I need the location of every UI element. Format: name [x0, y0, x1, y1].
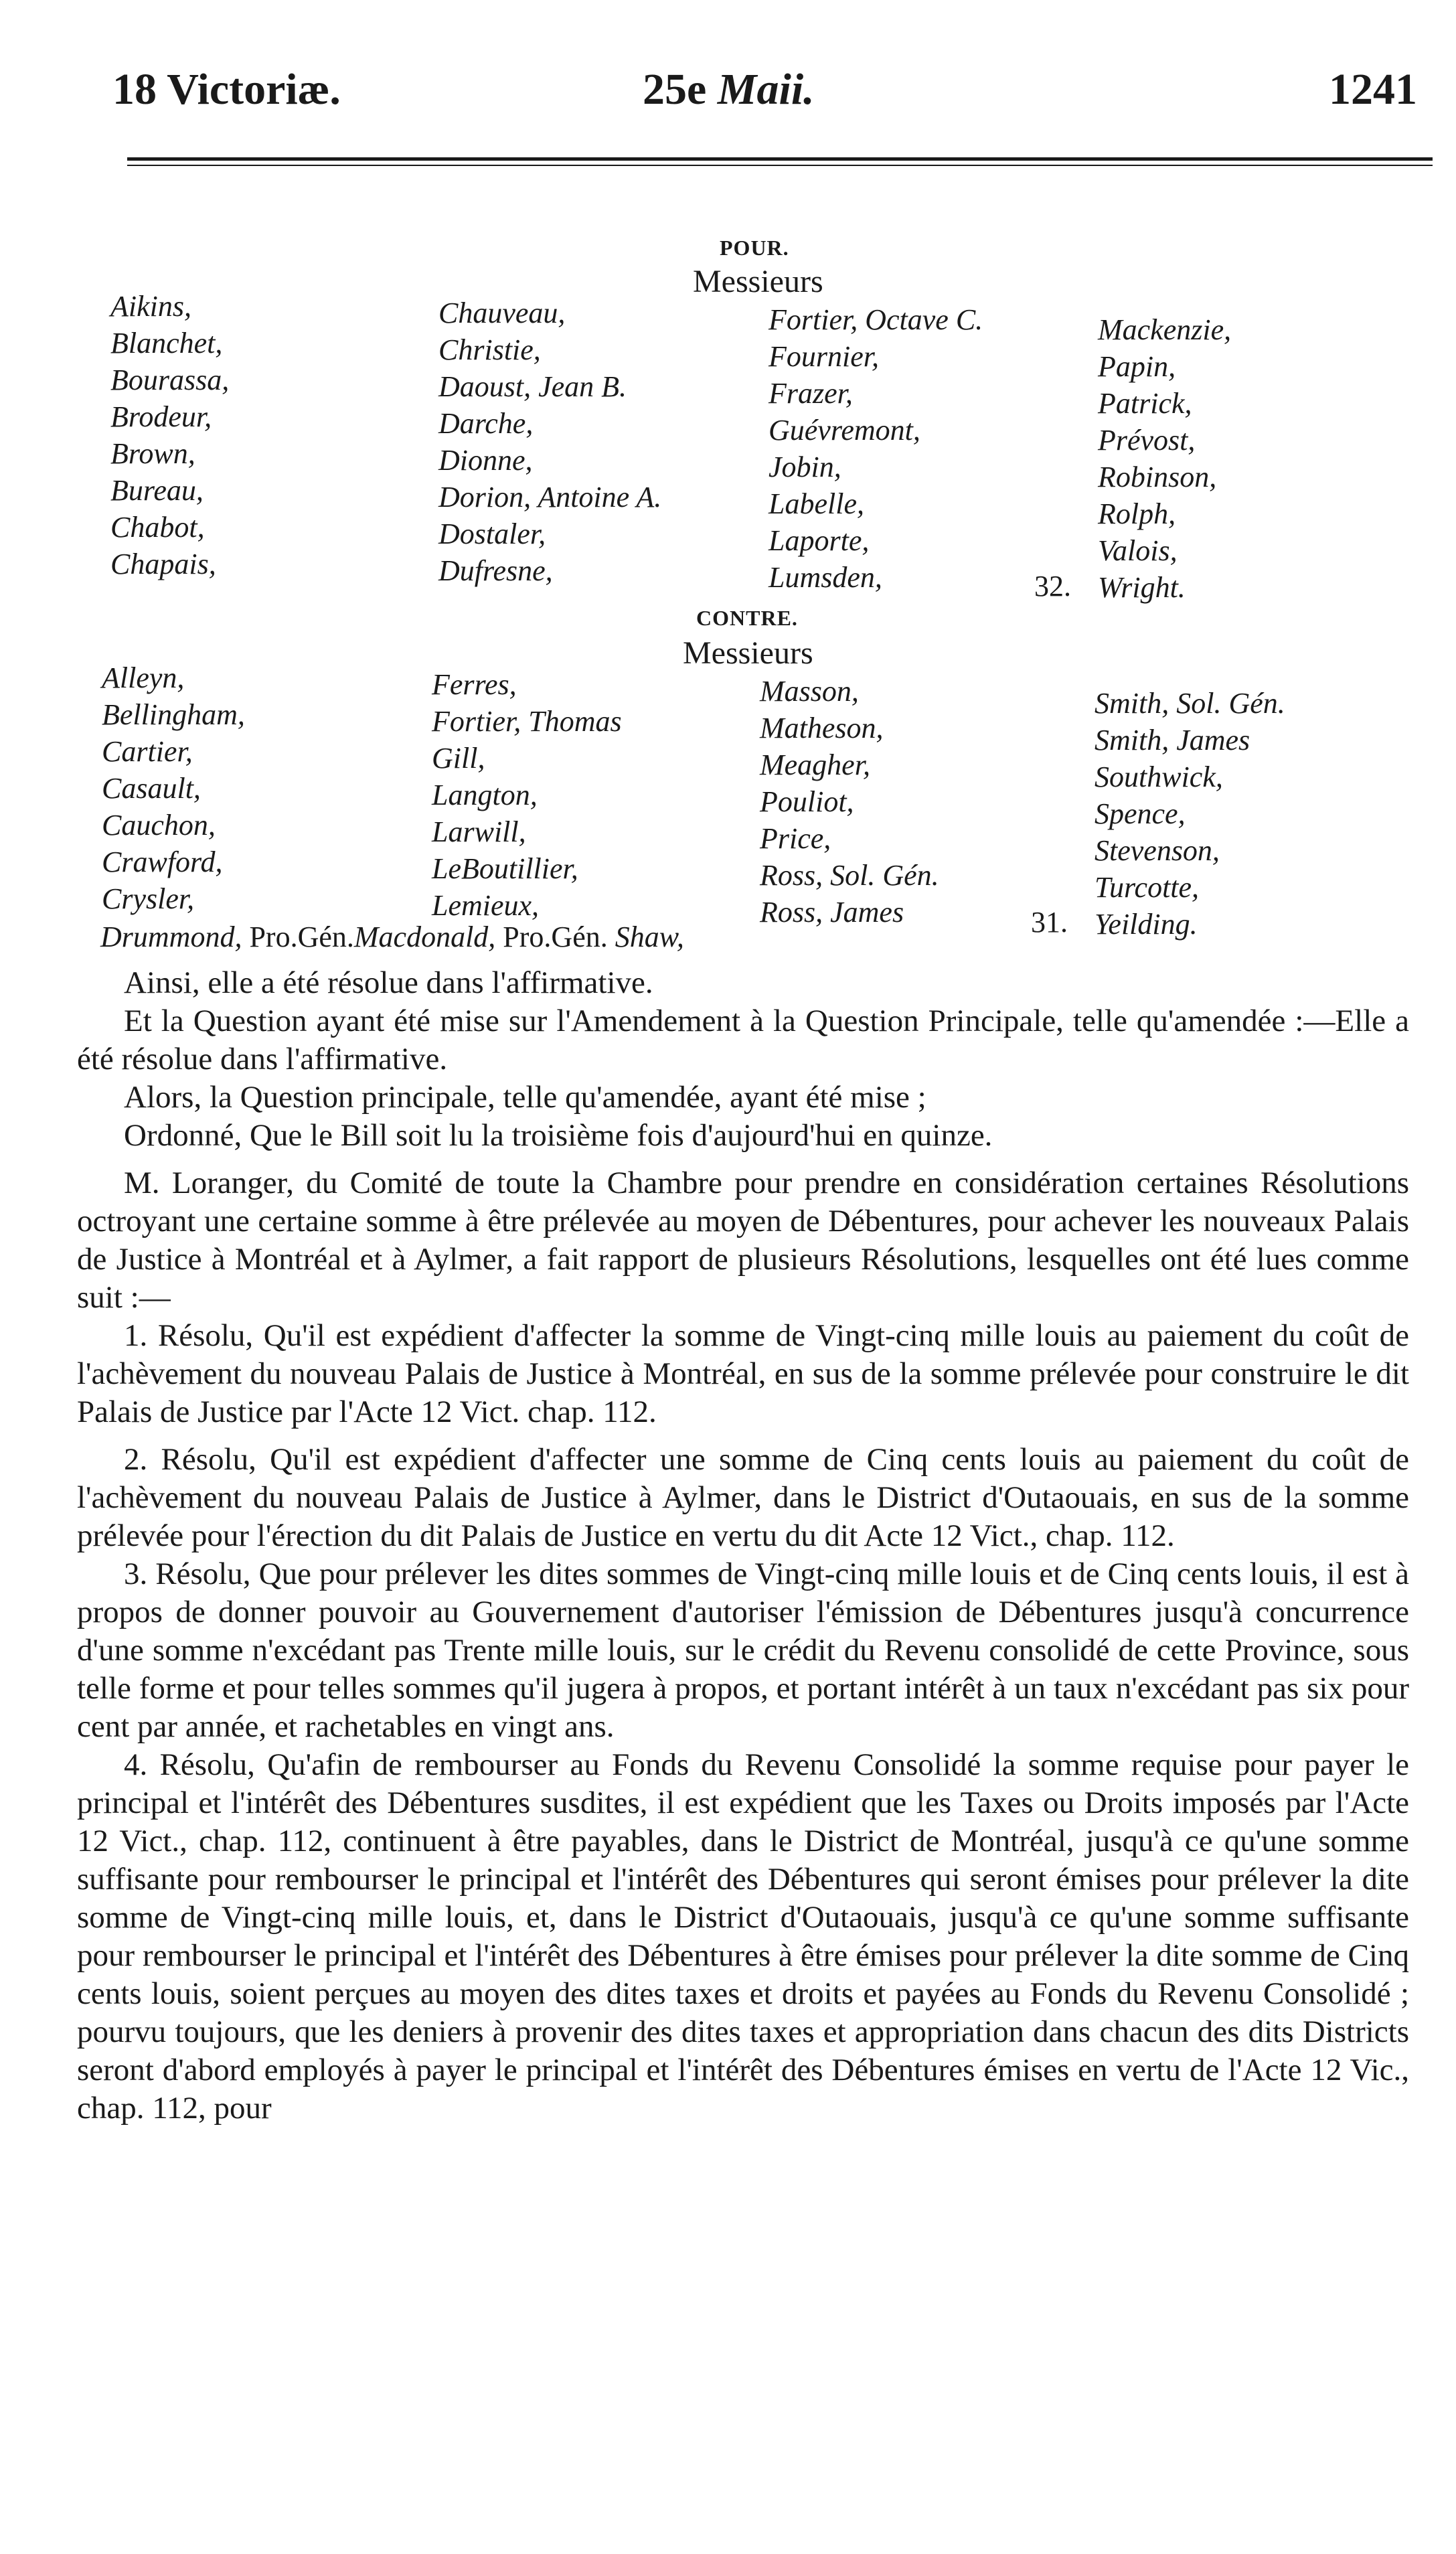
member-name: Aikins,: [110, 290, 191, 323]
running-head-date: [643, 64, 815, 115]
running-head-regnal-year: 18 Victoriæ.: [112, 65, 341, 114]
member-name: Laporte,: [769, 524, 870, 557]
body-text: [77, 964, 1409, 2128]
member-name: Ferres,: [432, 668, 517, 701]
member-name: Mackenzie,: [1098, 313, 1232, 346]
contre-column-2: [432, 666, 622, 924]
pour-count: 32.: [1034, 570, 1071, 603]
member-name: Cartier,: [102, 735, 193, 768]
member-name: Brodeur,: [110, 400, 212, 433]
member-name: Brown,: [110, 437, 195, 470]
pour-column-4: [1098, 311, 1231, 606]
member-name: Fournier,: [769, 340, 879, 373]
member-name: Christie,: [438, 333, 541, 366]
member-name: Daoust, Jean B.: [438, 370, 627, 403]
member-name: Stevenson,: [1095, 834, 1220, 867]
member-name: Smith, Sol. Gén.: [1095, 687, 1285, 720]
member-name: Turcotte,: [1095, 871, 1200, 904]
member-name: Frazer,: [769, 377, 853, 410]
member-name: Yeilding.: [1095, 908, 1198, 941]
paragraph-amendment: Et la Question ayant été mise sur l'Amendement à la Question Principale, telle qu'amendée :—Elle a été résolue dans l'affirmative.: [77, 1004, 1409, 1076]
member-name: Lemieux,: [432, 889, 540, 922]
contre-last-line: [100, 919, 684, 955]
contre-macdonald-title: Pro.Gén.: [495, 921, 608, 953]
contre-column-3: [760, 673, 939, 931]
member-name: Chauveau,: [438, 297, 566, 329]
date-day: 25e: [643, 65, 707, 114]
member-name: Chabot,: [110, 511, 205, 544]
pour-column-1: [110, 288, 229, 582]
member-name: Southwick,: [1095, 761, 1223, 793]
member-name: Masson,: [760, 675, 859, 708]
contre-count: 31.: [1031, 906, 1068, 939]
contre-macdonald: Macdonald,: [353, 921, 496, 953]
date-month: Maii.: [717, 65, 815, 114]
contre-column-4: [1095, 685, 1285, 943]
contre-label: CONTRE.: [696, 606, 798, 630]
member-name: Rolph,: [1098, 497, 1176, 530]
header-rule-thin: [127, 165, 1433, 166]
member-name: Blanchet,: [110, 327, 223, 360]
member-name: Dorion, Antoine A.: [438, 481, 662, 513]
member-name: Dufresne,: [438, 554, 553, 587]
member-name: Langton,: [432, 779, 538, 811]
member-name: Darche,: [438, 407, 534, 440]
header-rule: [127, 157, 1433, 161]
contre-shaw: Shaw,: [615, 921, 684, 953]
member-name: Alleyn,: [102, 661, 185, 694]
paragraph-resolution-2: 2. Résolu, Qu'il est expédient d'affecter une somme de Cinq cents louis au paiement du coût de l'achèvement du nouveau Palais de Justice à Aylmer, dans le District d'Outaouais, en sus de la somme prélevée pour l'érection du dit Palais de Justice en vertu du dit Acte 12 Vict., chap. 112.: [77, 1442, 1409, 1553]
member-name: Larwill,: [432, 815, 526, 848]
member-name: Chapais,: [110, 548, 216, 580]
member-name: Valois,: [1098, 534, 1178, 567]
member-name: Gill,: [432, 742, 485, 775]
member-name: Robinson,: [1098, 461, 1217, 493]
member-name: Spence,: [1095, 797, 1186, 830]
paragraph-loranger-report: M. Loranger, du Comité de toute la Chambre pour prendre en considération certaines Résolutions octroyant une certaine somme à être prélevée au moyen de Débentures, pour achever les nouveaux Palais de Justice à Montréal et à Aylmer, a fait rapport de plusieurs Résolutions, lesquelles ont été lues comme suit :—: [77, 1166, 1409, 1315]
pour-messieurs: Messieurs: [693, 264, 823, 299]
member-name: Bourassa,: [110, 364, 230, 396]
member-name: Casault,: [102, 772, 201, 805]
member-name: Pouliot,: [760, 785, 854, 818]
contre-column-1: [102, 659, 245, 917]
paragraph-ordonne: Ordonné, Que le Bill soit lu la troisième fois d'aujourd'hui en quinze.: [124, 1118, 993, 1153]
paragraph-resolution-3: 3. Résolu, Que pour prélever les dites sommes de Vingt-cinq mille louis et de Cinq cents louis, il est à propos de donner pouvoir au Gouvernement d'autoriser l'émission de Débentures jusqu'à concurrence d'une somme n'excédant pas Trente mille louis, sur le crédit du Revenu consolidé de cette Province, sous telle forme et pour telles sommes qu'il jugera à propos, et portant intérêt à un taux n'excédant pas six pour cent par année, et rachetables en vingt ans.: [77, 1557, 1409, 1744]
member-name: Smith, James: [1095, 724, 1250, 756]
member-name: Cauchon,: [102, 809, 216, 842]
member-name: Fortier, Thomas: [432, 705, 622, 738]
member-name: Patrick,: [1098, 387, 1192, 420]
page-number: 1241: [1329, 65, 1417, 114]
pour-column-3: [769, 301, 983, 596]
member-name: Labelle,: [769, 487, 864, 520]
member-name: Prévost,: [1098, 424, 1196, 457]
paragraph-resolution-4: 4. Résolu, Qu'afin de rembourser au Fonds du Revenu Consolidé la somme requise pour payer le principal et l'intérêt des Débentures susdites, il est expédient que les Taxes ou Droits imposés par l'Acte 12 Vict., chap. 112, continuent à être payables, dans le District de Montréal, jusqu'à ce qu'une somme suffisante pour rembourser le principal et l'intérêt des Débentures qui seront émises pour prélever la dite somme de Vingt-cinq mille louis, et, dans le District d'Outaouais, jusqu'à ce qu'une somme suffisante pour rembourser le principal et l'intérêt des Débentures à être émises pour prélever la dite somme de Cinq cents louis, soient perçues au moyen des dites taxes et droits et payées au Fonds du Revenu Consolidé ; pourvu toujours, que les deniers à provenir des dites taxes et appropriation dans chacun des dits Districts seront d'abord employés à payer le principal et l'intérêt des Débentures émises en vertu de l'Acte 12 Vic., chap. 112, pour: [77, 1747, 1409, 2126]
pour-label: POUR.: [720, 236, 789, 260]
member-name: Meagher,: [760, 748, 870, 781]
paragraph-main-question: Alors, la Question principale, telle qu'amendée, ayant été mise ;: [124, 1080, 926, 1115]
member-name: Lumsden,: [769, 561, 882, 594]
member-name: Bellingham,: [102, 698, 245, 731]
member-name: Crysler,: [102, 882, 195, 915]
pour-column-2: [438, 295, 661, 589]
contre-drummond: Drummond,: [100, 921, 242, 953]
member-name: Fortier, Octave C.: [769, 303, 983, 336]
member-name: Bureau,: [110, 474, 204, 507]
paragraph-affirmative: Ainsi, elle a été résolue dans l'affirmative.: [124, 965, 653, 1000]
member-name: Wright.: [1098, 571, 1186, 604]
member-name: LeBoutillier,: [432, 852, 578, 885]
member-name: Papin,: [1098, 350, 1176, 383]
member-name: Dionne,: [438, 444, 533, 477]
contre-drummond-title: Pro.Gén.: [242, 921, 354, 953]
member-name: Ross, James: [760, 896, 904, 929]
paragraph-resolution-1: 1. Résolu, Qu'il est expédient d'affecter la somme de Vingt-cinq mille louis au paiement du coût de l'achèvement du nouveau Palais de Justice à Montréal, en sus de la somme prélevée pour construire le dit Palais de Justice par l'Acte 12 Vict. chap. 112.: [77, 1318, 1409, 1429]
member-name: Ross, Sol. Gén.: [760, 859, 939, 892]
member-name: Matheson,: [760, 712, 884, 744]
member-name: Guévremont,: [769, 414, 920, 447]
member-name: Dostaler,: [438, 517, 546, 550]
member-name: Jobin,: [769, 451, 841, 483]
member-name: Price,: [760, 822, 831, 855]
contre-messieurs: Messieurs: [683, 635, 813, 671]
member-name: Crawford,: [102, 846, 223, 878]
